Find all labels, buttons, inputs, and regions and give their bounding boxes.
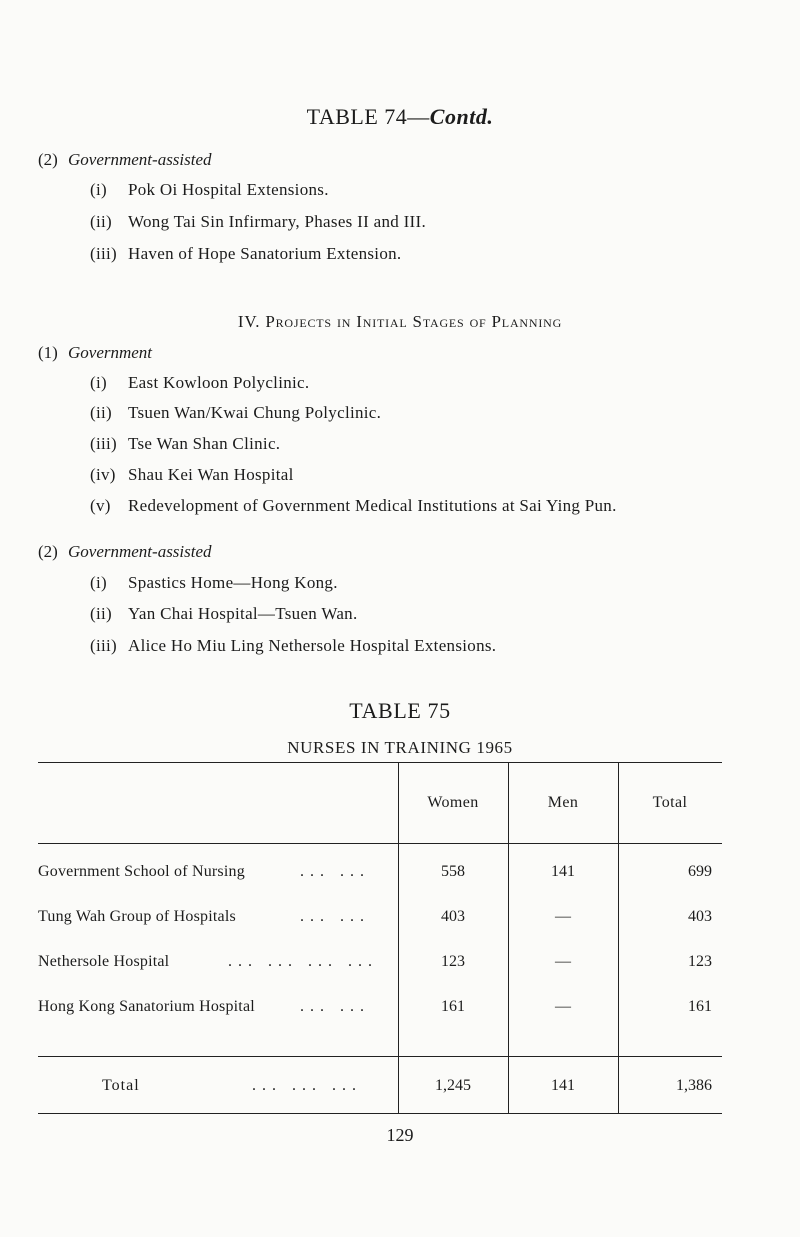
cell-total: 123 [688, 953, 712, 970]
table-74-heading: TABLE 74—Contd. [306, 104, 494, 129]
list-item: (ii) Yan Chai Hospital—Tsuen Wan. [90, 604, 358, 623]
cell-men: — [555, 953, 571, 970]
table-top-rule [38, 762, 722, 763]
page-number: 129 [386, 1125, 414, 1145]
cell-men: 141 [551, 1077, 575, 1094]
leader-dots: ... ... [300, 998, 370, 1015]
leader-dots: ... ... ... ... [228, 953, 378, 970]
cell-total: 699 [688, 863, 712, 880]
total-label: Total [102, 1077, 140, 1094]
column-divider [398, 762, 399, 1113]
column-header-women: Women [427, 794, 479, 811]
list-item: (v) Redevelopment of Government Medical Institutions at Sai Ying Pun. [90, 496, 617, 515]
section-government-assisted-2: (2) Government-assisted [38, 542, 212, 561]
table-total-rule [38, 1056, 722, 1057]
table-74-contd: Contd. [429, 104, 494, 129]
list-item: (iii) Haven of Hope Sanatorium Extension. [90, 244, 402, 263]
leader-dots: ... ... [300, 908, 370, 925]
table-74-title: TABLE 74 [306, 104, 408, 129]
table-bottom-rule [38, 1113, 722, 1114]
section-government-assisted-1: (2) Government-assisted [38, 150, 212, 169]
cell-men: — [555, 908, 571, 925]
cell-total: 161 [688, 998, 712, 1015]
column-divider [508, 762, 509, 1113]
table-header-rule [38, 843, 722, 844]
cell-women: 558 [441, 863, 465, 880]
cell-women: 1,245 [435, 1077, 471, 1094]
list-item: (iii) Alice Ho Miu Ling Nethersole Hospital Extensions. [90, 636, 497, 655]
column-header-total: Total [652, 794, 688, 811]
list-item: (iii) Tse Wan Shan Clinic. [90, 434, 281, 453]
list-item: (i) East Kowloon Polyclinic. [90, 373, 310, 392]
column-divider [618, 762, 619, 1113]
nurses-table [38, 762, 722, 1114]
row-label: Tung Wah Group of Hospitals [38, 908, 236, 925]
cell-women: 403 [441, 908, 465, 925]
list-item: (ii) Tsuen Wan/Kwai Chung Polyclinic. [90, 403, 382, 422]
table-75-subtitle: NURSES IN TRAINING 1965 [287, 738, 513, 757]
section-government: (1) Government [38, 343, 153, 362]
cell-men: 141 [551, 863, 575, 880]
list-item: (ii) Wong Tai Sin Infirmary, Phases II and III. [90, 212, 427, 231]
cell-women: 123 [441, 953, 465, 970]
row-label: Government School of Nursing [38, 863, 245, 880]
column-header-men: Men [547, 794, 579, 811]
cell-men: — [555, 998, 571, 1015]
cell-women: 161 [441, 998, 465, 1015]
row-label: Hong Kong Sanatorium Hospital [38, 998, 255, 1015]
row-label: Nethersole Hospital [38, 953, 170, 970]
list-item: (i) Pok Oi Hospital Extensions. [90, 180, 329, 199]
leader-dots: ... ... [300, 863, 370, 880]
cell-total: 403 [688, 908, 712, 925]
list-item: (iv) Shau Kei Wan Hospital [90, 465, 294, 484]
cell-total: 1,386 [676, 1077, 712, 1094]
part-iv-title: IV. Projects in Initial Stages of Planning [237, 312, 563, 331]
list-item: (i) Spastics Home—Hong Kong. [90, 573, 338, 592]
table-75-title: TABLE 75 [349, 698, 451, 723]
leader-dots: ... ... ... [252, 1077, 362, 1094]
